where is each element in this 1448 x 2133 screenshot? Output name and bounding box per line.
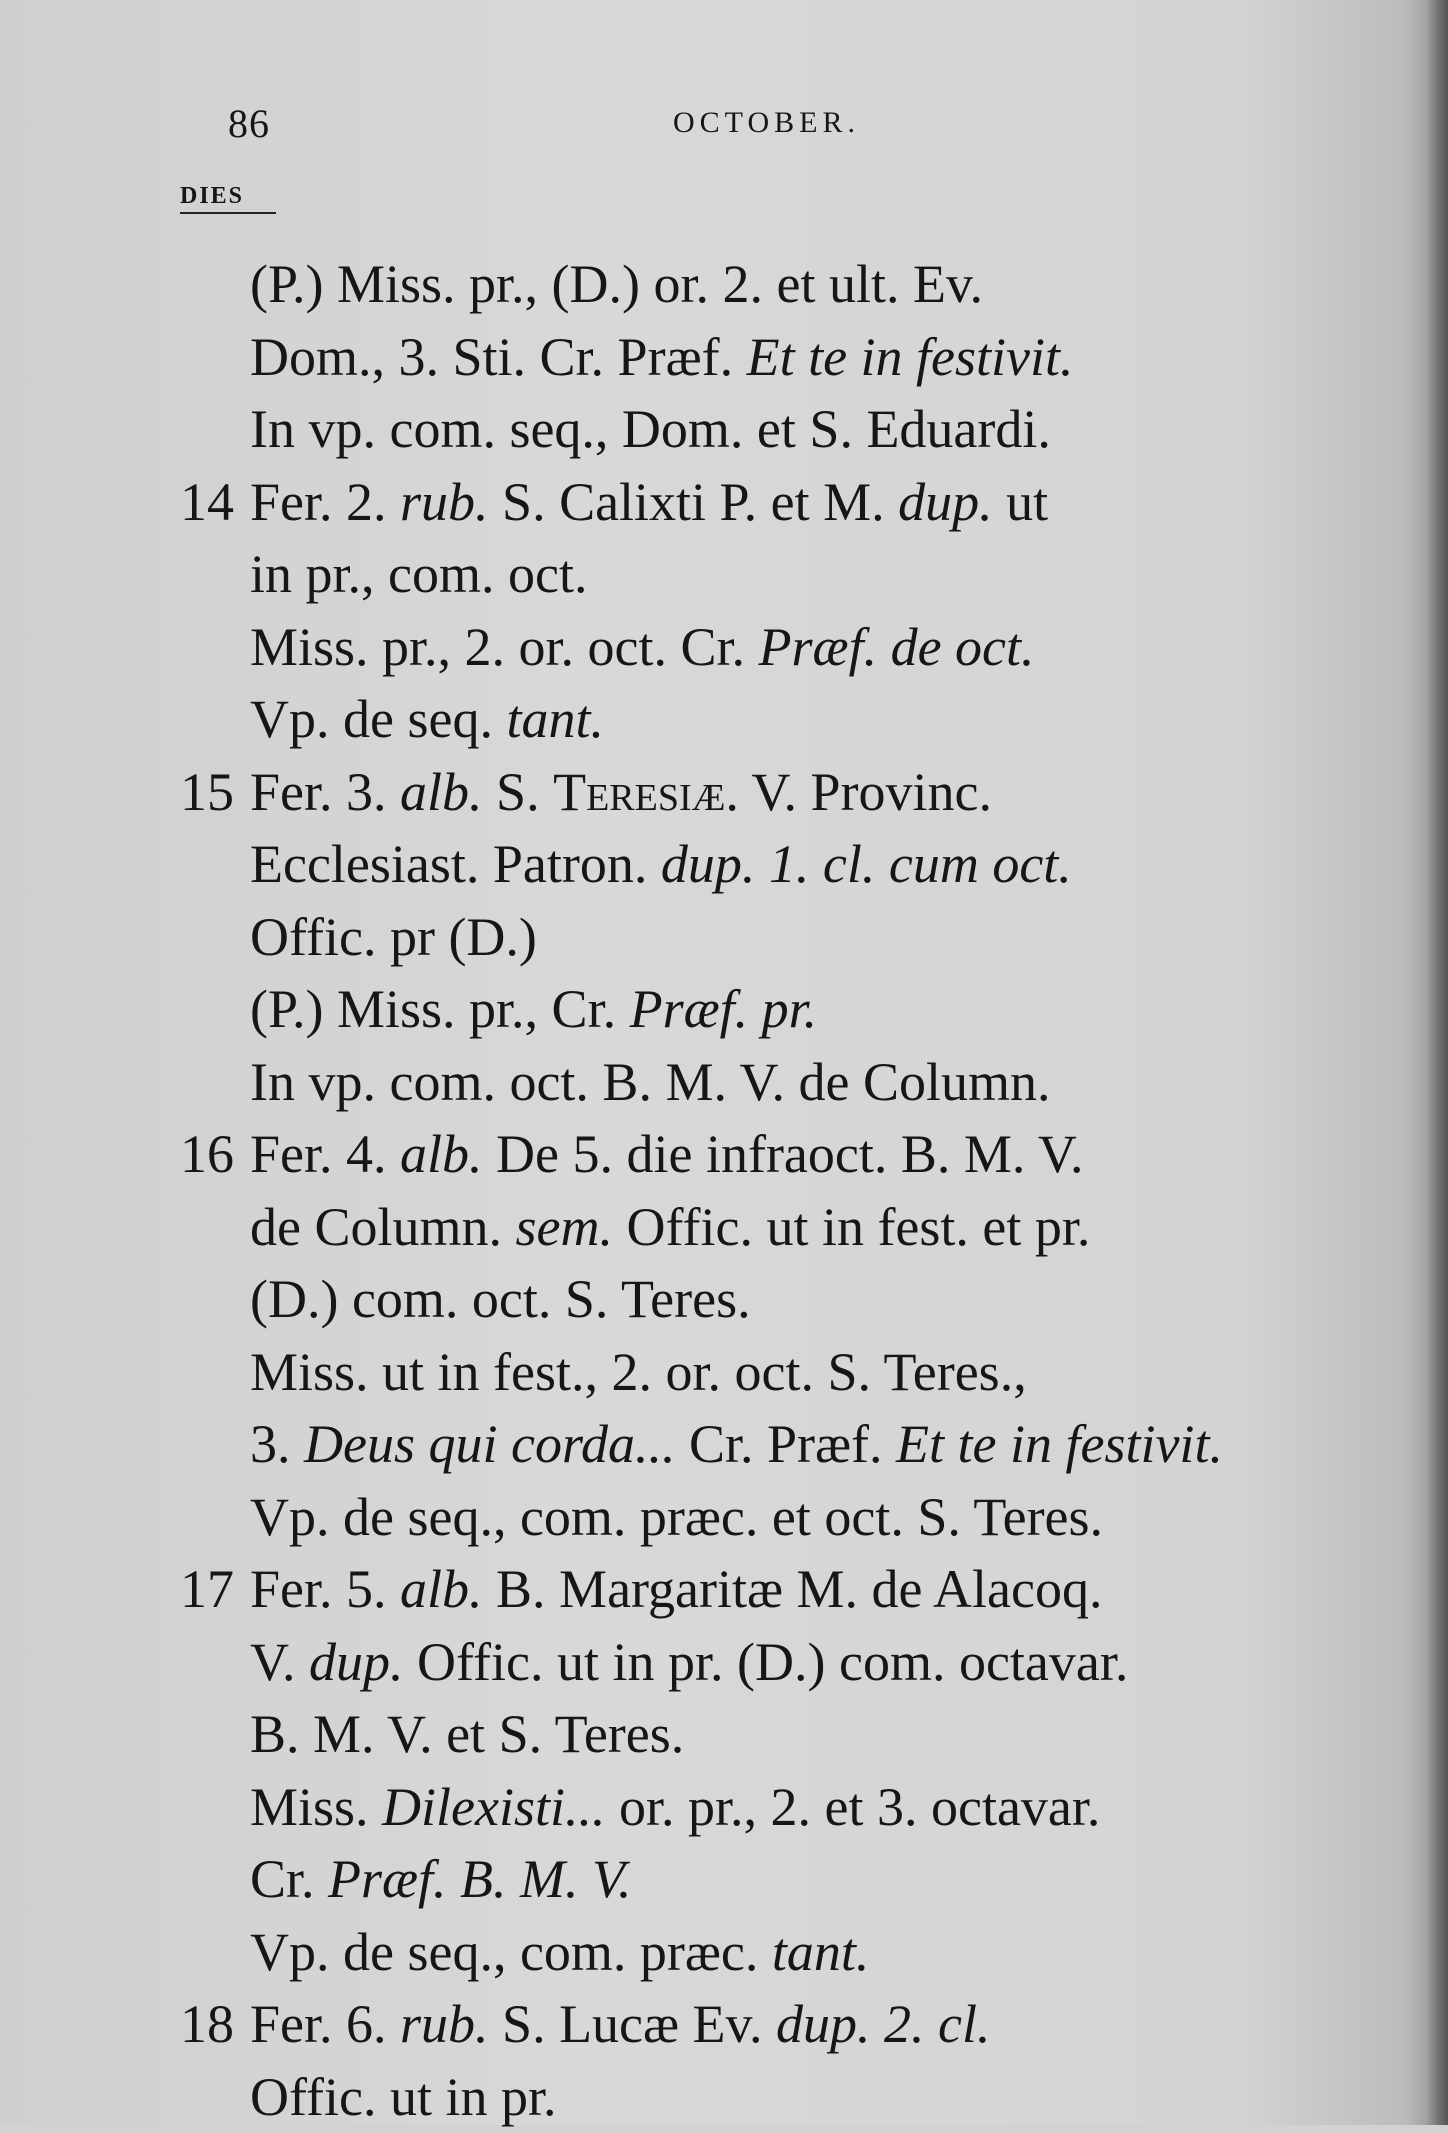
text-line [180,1046,1405,1119]
text-line [180,1771,1405,1844]
column-heading: DIES [180,183,276,214]
text-line [180,248,1405,321]
text-segment: Miss. ut in fest., 2. or. oct. S. Teres., [250,1342,1027,1402]
line-text [250,1922,869,1982]
text-line [180,393,1405,466]
text-line [180,683,1405,756]
italic-text: dup. 1. cl. cum oct. [661,834,1072,894]
line-text [250,1559,1102,1619]
day-entry-line [180,1988,1405,2061]
line-text [250,979,817,1039]
text-segment: Miss. pr., 2. or. oct. Cr. [250,617,759,677]
line-text [250,762,992,822]
italic-text: tant. [506,689,604,749]
text-segment: de Column. [250,1197,516,1257]
italic-text: Præf. B. M. V. [328,1849,632,1909]
line-text [250,1704,684,1764]
line-text [250,1777,1100,1837]
text-segment: Fer. 5. [250,1559,400,1619]
text-segment: Fer. 3. [250,762,400,822]
line-text [250,1197,1090,1257]
line-text [250,1994,991,2054]
text-segment: S. [483,762,554,822]
page-edge-shadow [1426,0,1448,2125]
text-segment: ut [993,472,1049,532]
text-line [180,1626,1405,1699]
text-segment: Ecclesiast. Patron. [250,834,661,894]
italic-text: alb. [400,1559,483,1619]
line-text [250,1342,1027,1402]
italic-text: dup. [309,1632,404,1692]
text-segment: Fer. 6. [250,1994,400,2054]
text-segment: 3. [250,1414,304,1474]
day-entry-line [180,756,1405,829]
day-number: 18 [180,1988,234,2061]
text-segment: (P.) Miss. pr., Cr. [250,979,630,1039]
day-entry-line [180,1118,1405,1191]
text-segment: Fer. 4. [250,1124,400,1184]
italic-text: rub. [400,1994,489,2054]
text-segment: Offic. pr (D.) [250,907,537,967]
line-text [250,617,1035,677]
text-line [180,1408,1405,1481]
line-text [250,254,983,314]
italic-text: alb. [400,1124,483,1184]
text-segment: (P.) Miss. pr., (D.) or. 2. et ult. Ev. [250,254,983,314]
line-text [250,472,1048,532]
text-line [180,321,1405,394]
line-text [250,1487,1103,1547]
text-line [180,828,1405,901]
text-segment: or. pr., 2. et 3. octavar. [606,1777,1101,1837]
text-line [180,1698,1405,1771]
text-segment: In vp. com. oct. B. M. V. de Column. [250,1052,1051,1112]
running-title: OCTOBER. [673,106,860,140]
text-line [180,901,1405,974]
text-segment: Fer. 2. [250,472,400,532]
italic-text: Et te in festivit. [747,327,1074,387]
text-segment: Miss. [250,1777,382,1837]
italic-text: Et te in festivit. [896,1414,1223,1474]
text-line [180,611,1405,684]
line-text [250,1269,751,1329]
text-line [180,1336,1405,1409]
line-text [250,1632,1128,1692]
line-text [250,2067,556,2127]
text-segment: B. Margaritæ M. de Alacoq. [483,1559,1103,1619]
line-text [250,544,587,604]
line-text [250,1124,1083,1184]
italic-text: tant. [772,1922,870,1982]
line-text [250,1849,632,1909]
text-line [180,1916,1405,1989]
text-segment: Vp. de seq. [250,689,506,749]
day-entry-line [180,1553,1405,1626]
text-line [180,973,1405,1046]
text-line [180,1481,1405,1554]
text-segment: In vp. com. seq., Dom. et S. Eduardi. [250,399,1051,459]
text-segment: S. Calixti P. et M. [489,472,899,532]
text-segment: De 5. die infraoct. B. M. V. [483,1124,1084,1184]
text-segment: Dom., 3. Sti. Cr. Præf. [250,327,747,387]
italic-text: Deus qui corda... [304,1414,675,1474]
text-line [180,1191,1405,1264]
italic-text: Dilexisti... [382,1777,605,1837]
line-text [250,1052,1051,1112]
line-text [250,1414,1223,1474]
day-number: 17 [180,1553,234,1626]
line-text [250,907,537,967]
page-number: 86 [228,100,270,147]
italic-text: dup. 2. cl. [776,1994,990,2054]
text-segment: Offic. ut in fest. et pr. [613,1197,1090,1257]
day-entry-line [180,466,1405,539]
text-segment: B. M. V. et S. Teres. [250,1704,684,1764]
line-text [250,399,1051,459]
text-segment: Vp. de seq., com. præc. et oct. S. Teres. [250,1487,1103,1547]
line-text [250,834,1072,894]
text-segment: Cr. [250,1849,328,1909]
text-line [180,1843,1405,1916]
text-segment: (D.) com. oct. S. Teres. [250,1269,751,1329]
day-number: 15 [180,756,234,829]
italic-text: alb. [400,762,483,822]
line-text [250,689,604,749]
text-segment: Cr. Præf. [675,1414,896,1474]
text-segment: . V. Provinc. [725,762,992,822]
italic-text: Præf. de oct. [759,617,1035,677]
text-line [180,1263,1405,1336]
calendar-text [180,248,1405,2133]
page-header [228,100,1048,160]
text-segment: V. [250,1632,309,1692]
italic-text: dup. [898,472,993,532]
italic-text: rub. [400,472,489,532]
italic-text: sem. [516,1197,613,1257]
text-segment: Offic. ut in pr. [250,2067,556,2127]
text-line [180,2061,1405,2133]
text-segment: Offic. ut in pr. (D.) com. octavar. [404,1632,1129,1692]
day-number: 16 [180,1118,234,1191]
text-segment: S. Lucæ Ev. [489,1994,776,2054]
text-segment: Vp. de seq., com. præc. [250,1922,772,1982]
day-number: 14 [180,466,234,539]
text-line [180,538,1405,611]
text-segment: Teresiæ [553,762,725,822]
italic-text: Præf. pr. [630,979,818,1039]
text-segment: in pr., com. oct. [250,544,587,604]
line-text [250,327,1074,387]
